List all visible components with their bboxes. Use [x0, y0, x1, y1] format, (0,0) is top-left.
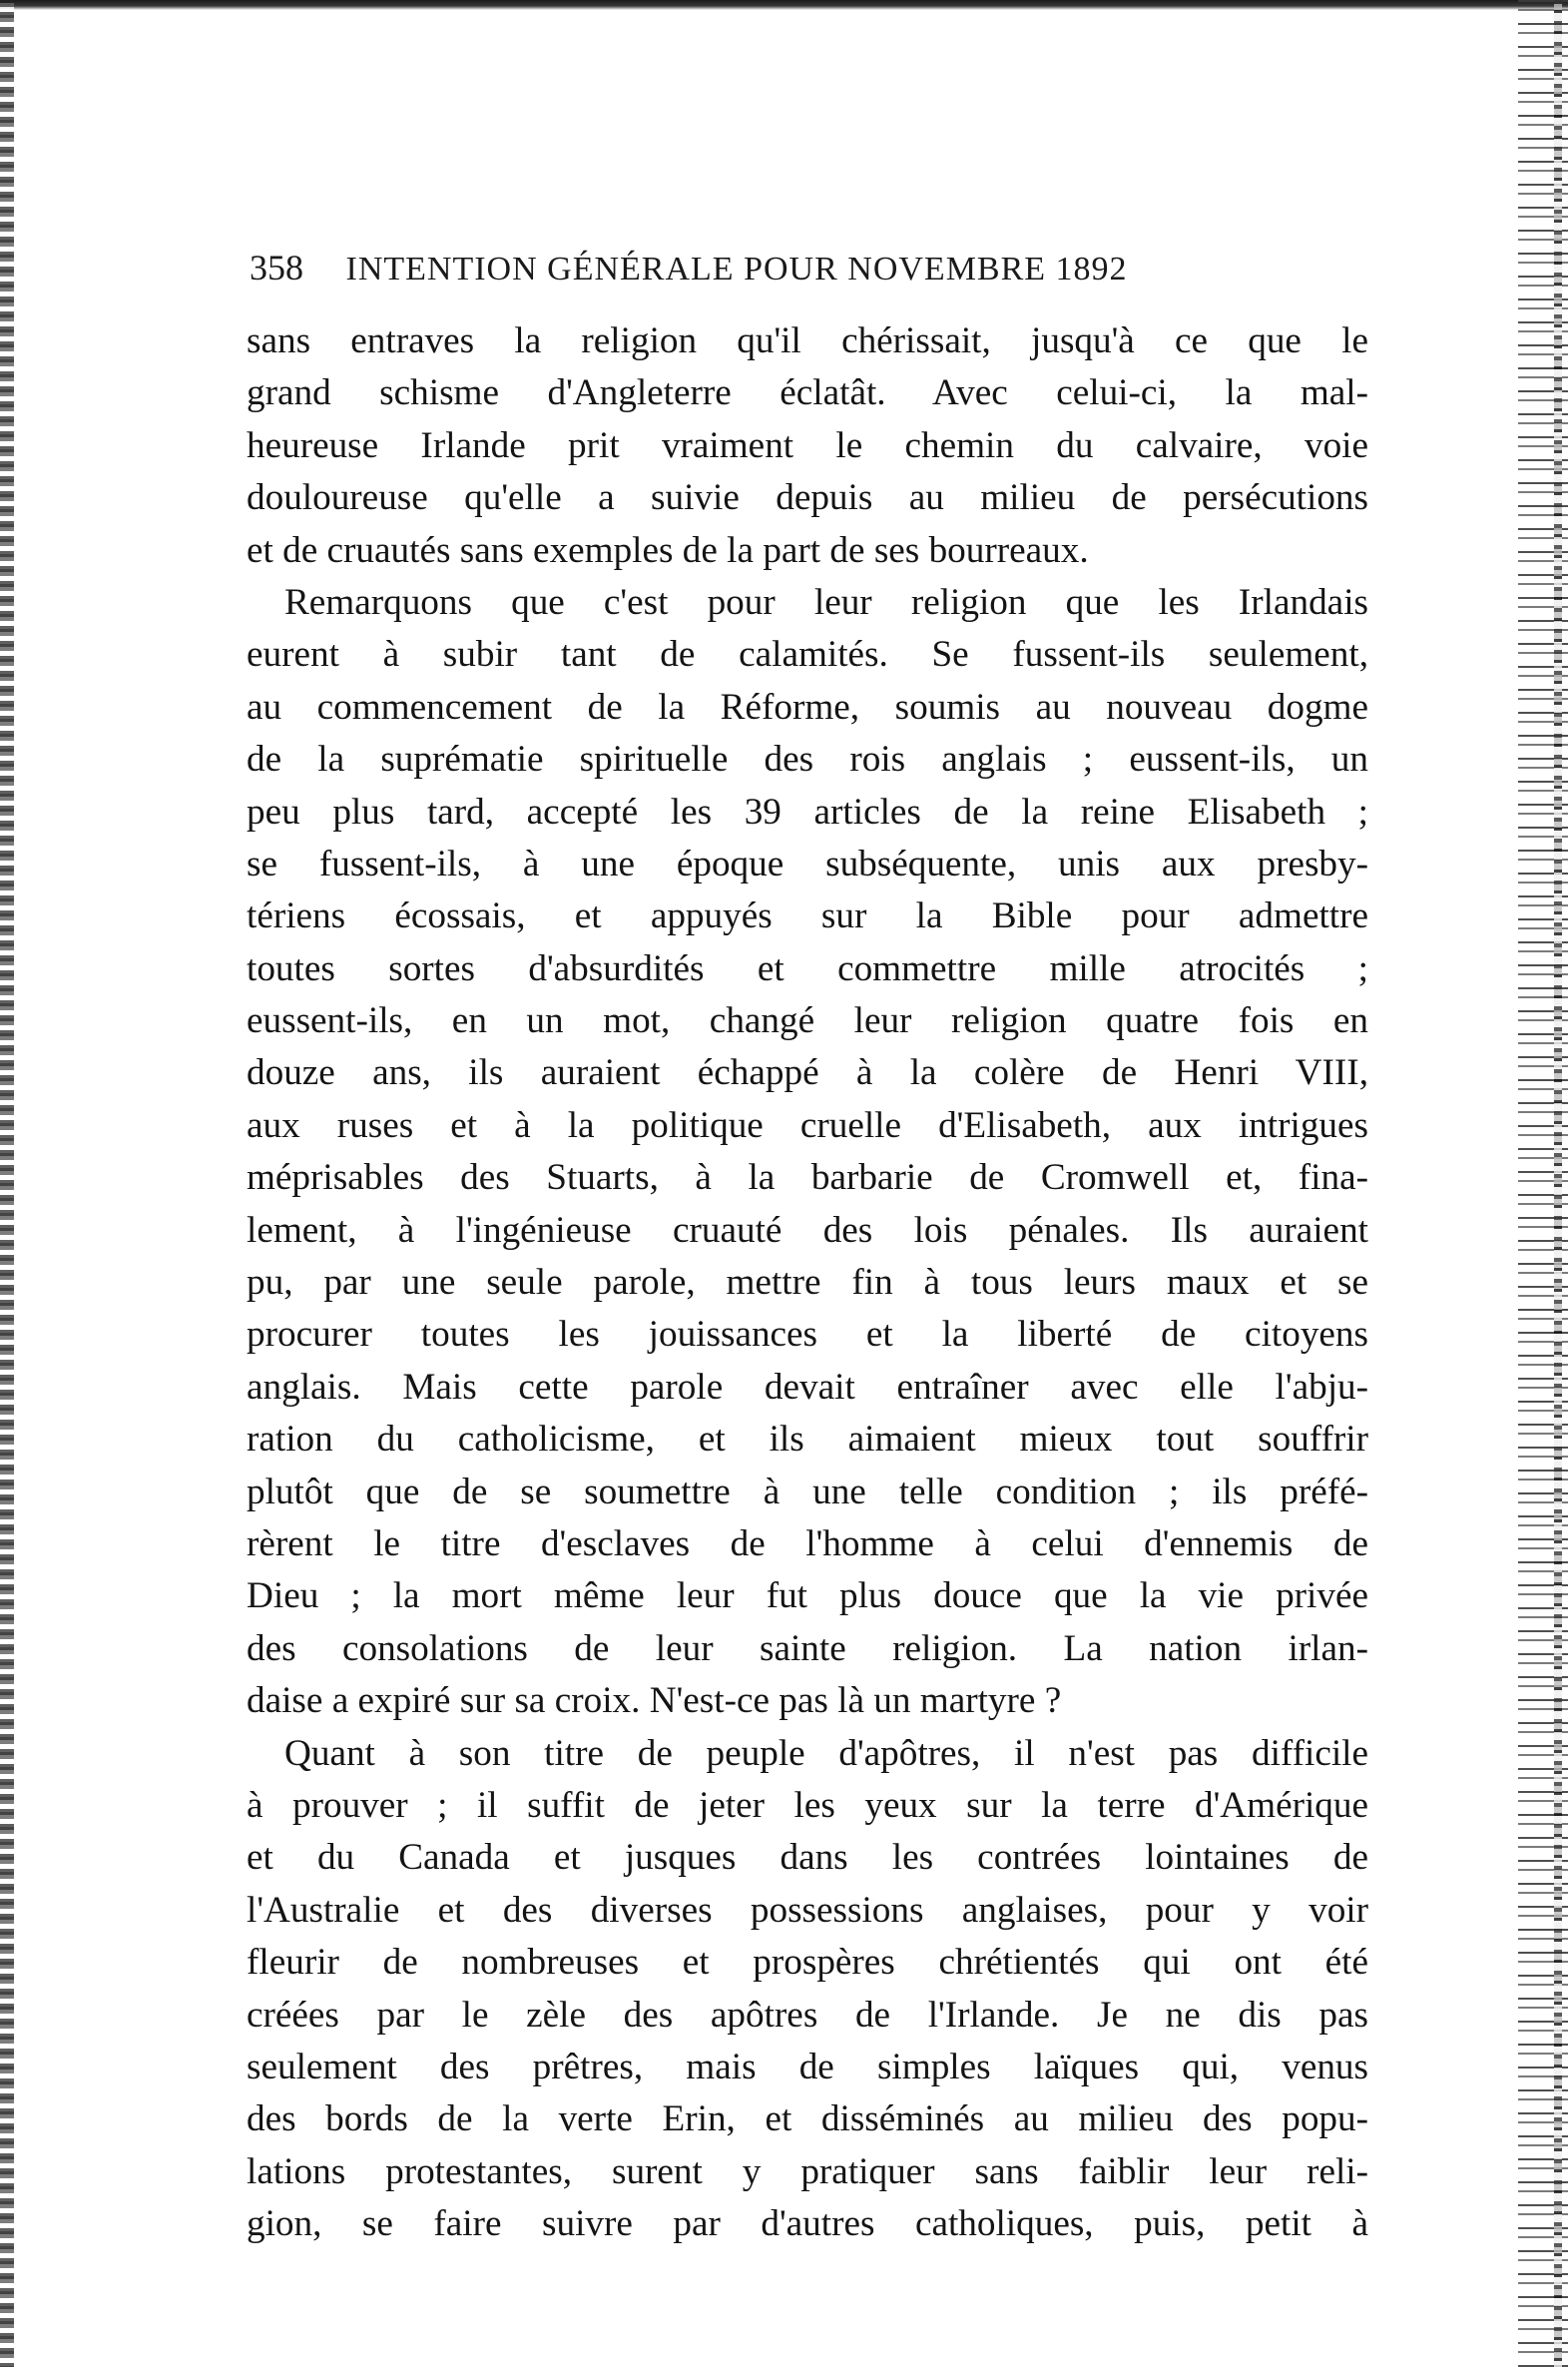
page-number: 358: [250, 248, 303, 288]
text-line: et du Canada et jusques dans les contrées lointaines de: [247, 1837, 1368, 1879]
text-line: à prouver ; il suffit de jeter les yeux sur la terre d'Amérique: [247, 1784, 1368, 1826]
text-line: eussent-ils, en un mot, changé leur religion quatre fois en: [247, 1000, 1368, 1042]
text-line: douloureuse qu'elle a suivie depuis au milieu de persécutions: [247, 477, 1368, 519]
text-line: procurer toutes les jouissances et la liberté de citoyens: [247, 1314, 1368, 1356]
text-line: daise a expiré sur sa croix. N'est-ce pas là un martyre ?: [247, 1680, 1062, 1722]
paragraph-1: [247, 315, 1368, 577]
text-line: anglais. Mais cette parole devait entraîner avec elle l'abju-: [247, 1366, 1368, 1408]
text-line: aux ruses et à la politique cruelle d'Elisabeth, aux intrigues: [247, 1104, 1368, 1146]
text-line: Remarquons que c'est pour leur religion que les Irlandais: [284, 581, 1368, 623]
text-line: douze ans, ils auraient échappé à la colère de Henri VIII,: [247, 1052, 1368, 1094]
text-line: eurent à subir tant de calamités. Se fussent-ils seulement,: [247, 634, 1368, 676]
text-line: fleurir de nombreuses et prospères chrétientés qui ont été: [247, 1942, 1368, 1984]
text-line: créées par le zèle des apôtres de l'Irlande. Je ne dis pas: [247, 1994, 1368, 2036]
running-head: INTENTION GÉNÉRALE POUR NOVEMBRE 1892: [345, 251, 1128, 288]
paragraph-3: [247, 1728, 1368, 2251]
text-line: ration du catholicisme, et ils aimaient mieux tout souffrir: [247, 1419, 1368, 1461]
text-line: et de cruautés sans exemples de la part de ses bourreaux.: [247, 529, 1089, 571]
scan-top-edge: [0, 0, 1568, 10]
text-line: de la suprématie spirituelle des rois anglais ; eussent-ils, un: [247, 739, 1368, 781]
text-line: Dieu ; la mort même leur fut plus douce que la vie privée: [247, 1575, 1368, 1617]
text-line: toutes sortes d'absurdités et commettre mille atrocités ;: [247, 947, 1368, 989]
text-line: des bords de la verte Erin, et disséminés au milieu des popu-: [247, 2098, 1368, 2140]
text-line: gion, se faire suivre par d'autres catholiques, puis, petit à: [247, 2203, 1368, 2245]
text-line: lement, à l'ingénieuse cruauté des lois pénales. Ils auraient: [247, 1209, 1368, 1251]
text-line: Quant à son titre de peuple d'apôtres, il n'est pas difficile: [284, 1732, 1368, 1774]
body-text: [247, 315, 1368, 2250]
text-line: méprisables des Stuarts, à la barbarie de Cromwell et, fina-: [247, 1157, 1368, 1199]
text-line: lations protestantes, surent y pratiquer sans faiblir leur reli-: [247, 2150, 1368, 2192]
text-line: peu plus tard, accepté les 39 articles de la reine Elisabeth ;: [247, 791, 1368, 833]
text-line: l'Australie et des diverses possessions anglaises, pour y voir: [247, 1889, 1368, 1931]
text-line: pu, par une seule parole, mettre fin à tous leurs maux et se: [247, 1262, 1368, 1304]
text-line: heureuse Irlande prit vraiment le chemin du calvaire, voie: [247, 424, 1368, 466]
page-header: [250, 243, 1288, 293]
text-line: plutôt que de se soumettre à une telle condition ; ils préfé-: [247, 1471, 1368, 1512]
scan-left-edge: [0, 0, 14, 2367]
paragraph-2: [247, 577, 1368, 1728]
scan-right-edge-inner: [1554, 0, 1562, 2367]
text-line: tériens écossais, et appuyés sur la Bible pour admettre: [247, 895, 1368, 937]
text-line: au commencement de la Réforme, soumis au nouveau dogme: [247, 686, 1368, 728]
text-line: grand schisme d'Angleterre éclatât. Avec celui-ci, la mal-: [247, 372, 1368, 414]
text-line: sans entraves la religion qu'il chérissait, jusqu'à ce que le: [247, 320, 1368, 361]
text-line: se fussent-ils, à une époque subséquente, unis aux presby-: [247, 843, 1368, 885]
text-line: rèrent le titre d'esclaves de l'homme à celui d'ennemis de: [247, 1522, 1368, 1564]
text-line: seulement des prêtres, mais de simples laïques qui, venus: [247, 2046, 1368, 2087]
text-line: des consolations de leur sainte religion. La nation irlan-: [247, 1627, 1368, 1669]
